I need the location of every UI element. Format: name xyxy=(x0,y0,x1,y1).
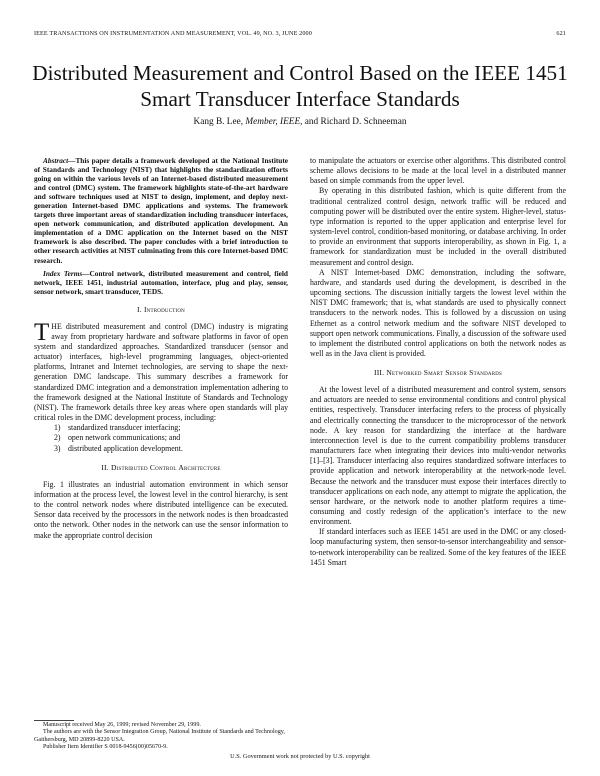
section-number: I. xyxy=(137,304,144,314)
paper-title: Distributed Measurement and Control Based on the IEEE 1451 Smart Transducer Interface Standards xyxy=(32,61,568,111)
architecture-paragraph-continued: to manipulate the actuators or exercise other algorithms. This distributed control scheme allows decisions to be made at the local level in a distributed manner based on simple commands from the upper level. xyxy=(310,156,566,186)
index-terms xyxy=(34,269,288,296)
right-column xyxy=(310,156,566,568)
footnote-identifier: Publisher Item Identifier S 0018-9456(00)05670-9. xyxy=(43,744,168,751)
journal-header: IEEE TRANSACTIONS ON INSTRUMENTATION AND MEASUREMENT, VOL. 49, NO. 3, JUNE 2000 xyxy=(34,30,312,37)
list-item: 2) open network communications; and xyxy=(54,433,181,443)
section-heading-architecture xyxy=(34,463,288,473)
intro-text: HE distributed measurement and control (DMC) industry is migrating away from proprietary hardware and software platforms in favor of open system and standardized approaches. Standardized transducer (sensor and actuator) interfaces, high-level programming languages, object-oriented platforms, Intranet and Internet technologies, are serving to shape the next-generation DMC landscape. This summary describes a framework for standardized DMC integration and a demonstration implementation adhering to the framework designed at the National Institute of Standards and Technology (NIST). The framework details three key areas where open standards will play critical roles in the DMC development process, including: xyxy=(34,321,288,423)
abstract-text: This paper details a framework developed at the National Institute of Standards and Technology (NIST) that highlights the standardization efforts going on within the various levels of an Internet-based distributed measurement and control (DMC) system. The framework highlights state-of-the-art hardware and software techniques used at NIST to design, implement, and deploy next-generation Internet-based DMC applications and systems. The framework targets three important areas of standardization including transducer interfaces, open network communication, and distributed application development. An implementation of a DMC application on the Internet based on the NIST framework is also described. The paper concludes with a brief introduction to other research activities at NIST culminating from this core Internet-based DMC research. xyxy=(34,156,288,265)
author-first-role: Member, IEEE, xyxy=(245,117,303,127)
abstract xyxy=(34,156,288,265)
drop-cap: T xyxy=(34,318,50,346)
section-title: Introduction xyxy=(143,304,185,314)
footnotes xyxy=(34,722,288,752)
index-terms-text: Control network, distributed measurement and control, field network, IEEE 1451, industrial automation, interface, plug and play, sensor, sensor network, smart transducer, TEDS. xyxy=(34,268,288,296)
copyright-notice: U.S. Government work not protected by U.S. copyright xyxy=(230,753,370,760)
framework-areas-list xyxy=(34,423,288,453)
author-line xyxy=(20,117,580,127)
index-terms-label: Index Terms— xyxy=(43,268,90,278)
list-item: 3) distributed application development. xyxy=(54,443,183,453)
running-head xyxy=(34,30,566,39)
section-number: III. xyxy=(373,368,387,378)
intro-paragraph xyxy=(34,318,288,424)
section-number: II. xyxy=(101,462,111,472)
footnote-divider xyxy=(34,720,74,721)
section-title: Distributed Control Architecture xyxy=(110,462,221,472)
section-title: Networked Smart Sensor Standards xyxy=(386,368,503,378)
author-first: Kang B. Lee, xyxy=(193,117,246,127)
smart-sensor-paragraph: At the lowest level of a distributed measurement and control system, sensors and actuators are needed to sense environmental conditions and control physical entities, respectively. Transducer interfacing refers to the process of physically and electrically connecting the transducer to the microprocessor of the network node. A key reason for standardizing the interface at the hardware interconnection level is due to the current compatibility problems transducer manufacturers face when integrating their devices into multi-vendor networks [1]–[3]. Transducer interfacing also requires standardized software interfaces to provide application and network interoperability at the network-node level. Because the network and the transducer must expose their interfaces directly to transducer applications on each node, any attempt to migrate the application, the sensor hardware, or the network node to another platform requires a time-consuming and costly redesign of the application’s interface to the new environment. xyxy=(310,385,566,527)
footnote-affiliation: The authors are with the Sensor Integration Group, National Institute of Standards and Technology, Gaithersburg, MD 20899-8220 USA. xyxy=(34,729,285,743)
footnote-received: Manuscript received May 26, 1999; revised November 29, 1999. xyxy=(43,722,201,728)
list-item: 1) standardized transducer interfacing; xyxy=(54,423,181,433)
section-heading-introduction xyxy=(34,305,288,315)
author-second: and Richard D. Schneeman xyxy=(302,117,407,127)
section-heading-smart-sensor xyxy=(310,368,566,378)
architecture-paragraph: A NIST Internet-based DMC demonstration, including the software, hardware, and standards used during the development, is described in the upcoming sections. The discussion initially targets the lowest level within the NIST DMC framework; that is, what standards are used to physically connect transducers to the network nodes. This is followed by a discussion on using Ethernet as a control network medium and the software NIST developed to support open network communications. Finally, a discussion of the software used to implement the distributed control applications on both the network nodes as well as in the Java client is provided. xyxy=(310,267,566,358)
smart-sensor-paragraph: If standard interfaces such as IEEE 1451 are used in the DMC or any closed-loop manufacturing system, then sensor-to-sensor interchangeability and sensor-to-network interoperability can be realized. Some of the key features of the IEEE 1451 Smart xyxy=(310,527,566,567)
page-number: 621 xyxy=(556,30,566,37)
architecture-paragraph: Fig. 1 illustrates an industrial automation environment in which sensor information at the process level, the lowest level in the control hierarchy, is sent to the control network nodes where distributed intelligence can be executed. Sensor data received by the processors in the network nodes is then broadcasted onto the network. Other nodes in the network can use the sensor information to make the appropriate control decision xyxy=(34,479,288,540)
left-column xyxy=(34,156,288,541)
architecture-paragraph: By operating in this distributed fashion, which is quite different from the traditional centralized control design, network traffic will be reduced and computing power will be distributed over the entire system. Higher-level, status-type information is reported to the upper application and enterprise level for system-level control, condition-based monitoring, or database archiving. In order to provide an environment that supports interoperability, as shown in Fig. 1, a framework for standardization must be included in the overall distributed measurement and control design. xyxy=(310,186,566,267)
abstract-label: Abstract— xyxy=(43,156,76,165)
